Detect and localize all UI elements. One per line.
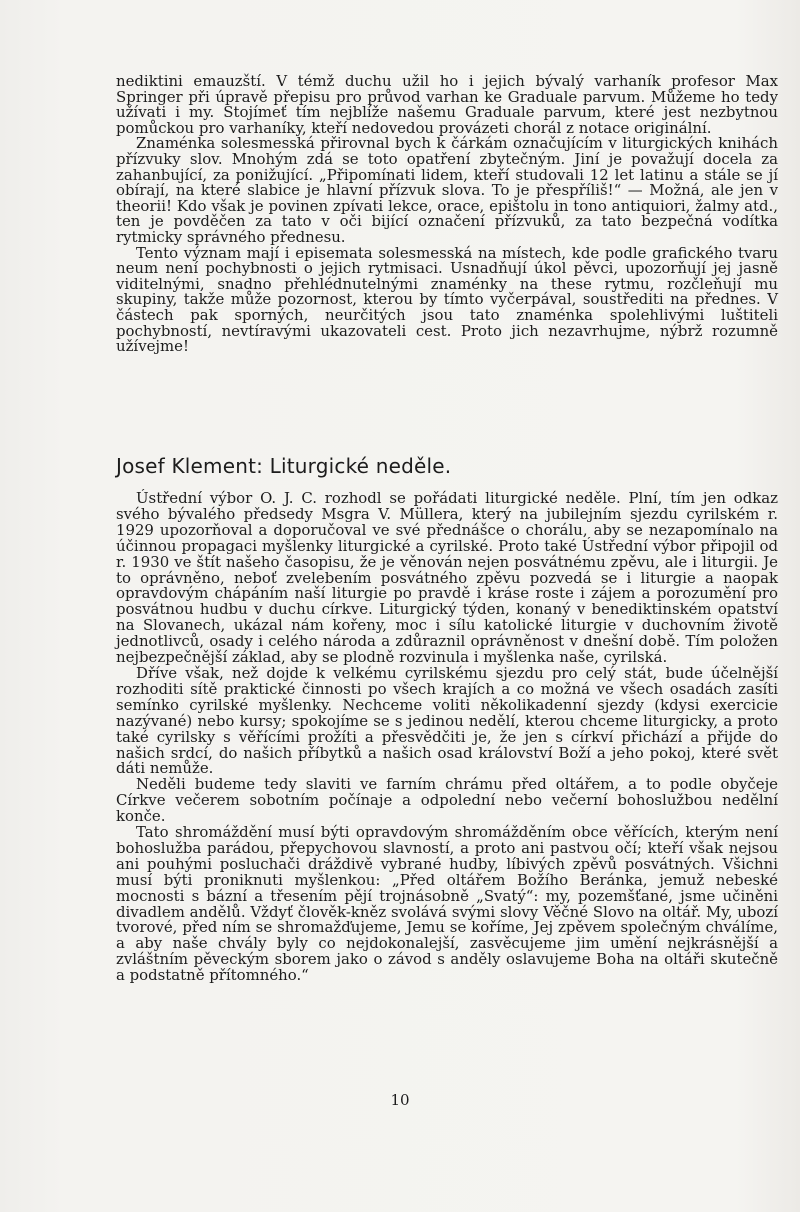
bottom-text-block xyxy=(116,491,778,984)
paragraph: Dříve však, než dojde k velkému cyrilskému sjezdu pro celý stát, bude účelnější rozhoditi sítě praktické činnosti po všech krajích a co možná ve všech osadách zasíti semínko cyrilské myšlenky. Nechceme voliti několikadenní sjezdy (kdysi exercicie nazývané) nebo kursy; spokojíme se s jedinou nedělí, kterou chceme liturgicky, a proto také cyrilsky s věřícími prožíti a přesvědčiti je, že jen s církví přichází a přijde do našich srdcí, do našich příbytků a našich osad království Boží a jeho pokoj, které svět dáti nemůže. xyxy=(116,663,778,778)
section-heading: Josef Klement: Liturgické neděle. xyxy=(116,454,452,478)
paragraph: Tato shromáždění musí býti opravdovým shromážděním obce věřících, kterým není bohoslužba parádou, přepychovou slavností, a proto ani pastvou očí; kteří však nejsou ani pouhými posluchači dráždivě vybrané hudby, líbivých zpěvů posvátných. Všichni musí býti proniknuti myšlenkou: „Před oltářem Božího Beránka, jemuž nebeské mocnosti s bázní a třesením pějí trojnásobně „Svatý“: my, pozemšťané, jsme učiněni divadlem andělů. Vždyť člověk-kněz svolává svými slovy Věčné Slovo na oltář. My, ubozí tvorové, před ním se shromažďujeme, Jemu se koříme, Jej zpěvem společným chválíme, a aby naše chvály byly co nejdokonalejší, zasvěcujeme jim umění nejkrásnější a zvláštním pěveckým sborem jako o závod s anděly oslavujeme Boha na oltáři skutečně a podstatně přítomného.“ xyxy=(116,823,778,985)
paragraph: nediktini emauzští. V témž duchu užil ho i jejich bývalý varhaník profesor Max Springer při úpravě přepisu pro průvod varhan ke Graduale parvum. Můžeme ho tedy užívati i my. Stojímeť tím nejblíže našemu Graduale parvum, které jest nezbytnou pomůckou pro varhaníky, kteří nedovedou provázeti chorál z notace originální. xyxy=(116,72,778,137)
top-text-block xyxy=(116,74,778,355)
paragraph: Neděli budeme tedy slaviti ve farním chrámu před oltářem, a to podle obyčeje Církve večerem sobotním počínaje a odpolední nebo večerní bohoslužbou nedělní konče. xyxy=(116,775,778,826)
paragraph: Tento význam mají i episemata solesmesská na místech, kde podle grafického tvaru neum není pochybnosti o jejich rytmisaci. Usnadňují úkol pěvci, upozorňují jej jasně viditelnými, snadno přehlédnutelnými znaménky na these rytmu, rozčleňují mu skupiny, takže může pozornost, kterou by tímto vyčerpával, soustřediti na přednes. V částech pak sporných, neurčitých jsou tato znaménka spolehlivými luštiteli pochybností, nevtíravými ukazovateli cest. Proto jich nezavrhujme, nýbrž rozumně užívejme! xyxy=(116,243,778,356)
paragraph: Ústřední výbor O. J. C. rozhodl se pořádati liturgické neděle. Plní, tím jen odkaz svého bývalého předsedy Msgra V. Müllera, který na jubilejním sjezdu cyrilském r. 1929 upozorňoval a doporučoval ve své přednášce o chorálu, aby se nezapomínalo na účinnou propagaci myšlenky liturgické a cyrilské. Proto také Ústřední výbor připojil od r. 1930 ve štít našeho časopisu, že je věnován nejen posvátnému zpěvu, ale i liturgii. Je to oprávněno, neboť zvelebením posvátného zpěvu pozvedá se i liturgie a naopak opravdovým chápáním naší liturgie po pravdě i kráse roste i zájem a porozumění pro posvátnou hudbu v duchu církve. Liturgický týden, konaný v benediktinském opatství na Slovanech, ukázal nám kořeny, moc i sílu katolické liturgie v duchovním životě jednotlivců, osady i celého národa a zdůraznil oprávněnost v dnešní době. Tím položen nejbezpečnější základ, aby se plodně rozvinula i myšlenka naše, cyrilská. xyxy=(116,489,778,667)
page-number: 10 xyxy=(390,1091,410,1109)
paragraph: Znaménka solesmesská přirovnal bych k čárkám označujícím v liturgických knihách přízvuky slov. Mnohým zdá se toto opatření zbytečným. Jiní je považují docela za zahanbující, za ponižující. „Připomínati lidem, kteří studovali 12 let latinu a stále se jí obírají, na které slabice je hlavní přízvuk slova. To je přespříliš!“ — Možná, ale jen v theorii! Kdo však je povinen zpívati lekce, orace, epištolu in tono antiquiori, žalmy atd., ten je povděčen za tato v oči bijící označení přízvuků, za tato bezpečná vodítka rytmicky správného přednesu. xyxy=(116,134,778,246)
